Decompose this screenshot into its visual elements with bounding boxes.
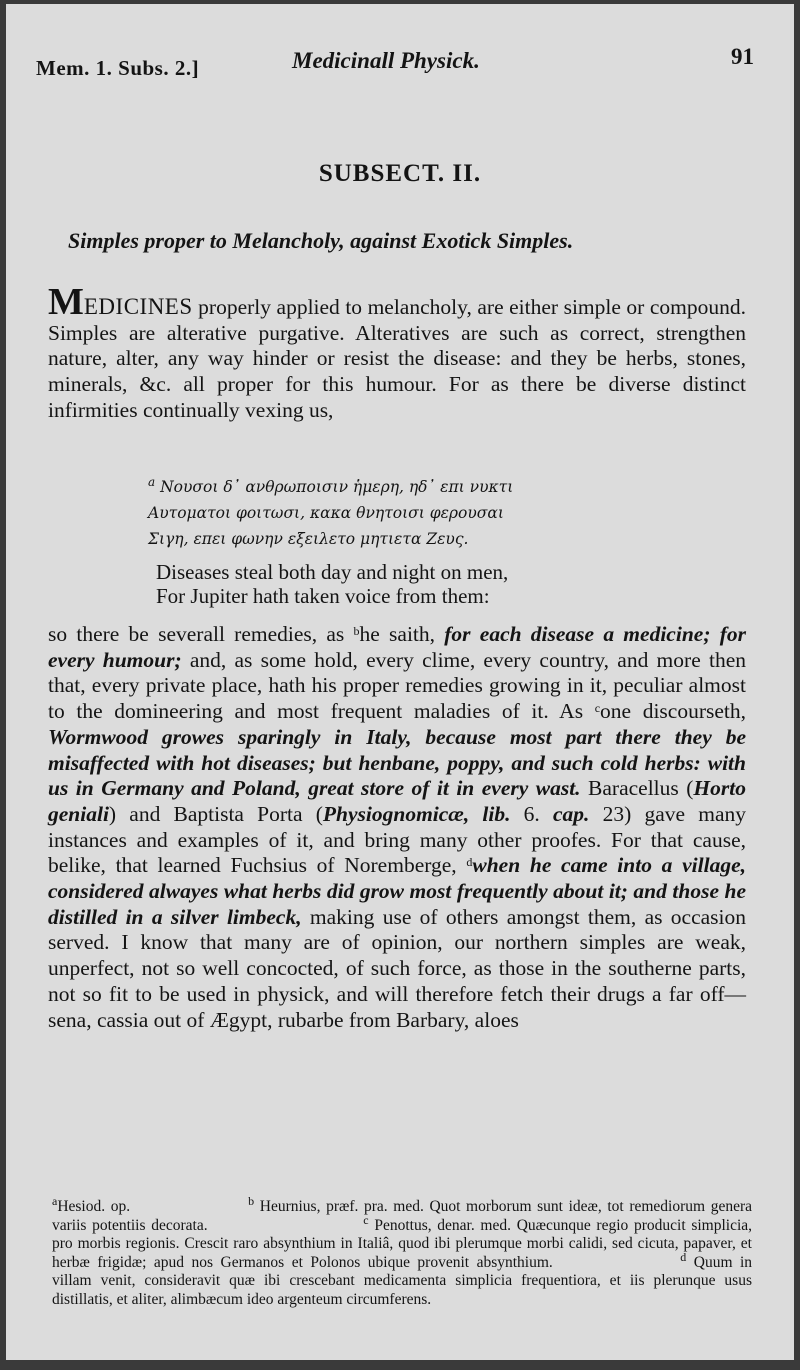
greek-quotation bbox=[148, 474, 758, 552]
paragraph-1 bbox=[48, 281, 746, 424]
footnote-d: Quum in villam venit, consideravit quæ ibi crescebant medicamenta simplicia frequentiora, et iis plerunque usus distillatis, et aliter, alimbæcum ideo argenteum circumferens. bbox=[52, 1253, 753, 1308]
footnote-a: Hesiod. op. bbox=[57, 1198, 131, 1215]
running-header bbox=[36, 42, 754, 80]
greek-line-2: Αυτοματοι φοιτωσι, κακα θνητοισι φερουσαι bbox=[148, 504, 504, 522]
header-section-ref: Mem. 1. Subs. 2.] bbox=[36, 56, 200, 80]
header-title: Medicinall Physick. bbox=[292, 48, 480, 73]
book-page bbox=[6, 4, 794, 1360]
footnotes bbox=[52, 1194, 753, 1310]
section-title: SUBSECT. II. bbox=[318, 160, 482, 187]
footnote-b: Heurnius, præf. pra. med. Quot morborum sunt ideæ, tot remediorum genera variis potentiis decorata. bbox=[52, 1198, 752, 1234]
quote-italic: when he came into a village, considered alwayes what herbs did grow most frequently about it; and those he distilled in a silver limbeck, bbox=[48, 853, 746, 929]
paragraph-1-text: properly applied to melancholy, are either simple or compound. Simples are alterative purgative. Alteratives are such as correct, strengthen nature, alter, any way hinder or resist the disease: and they be herbs, stones, minerals, &c. all proper for this humour. For as there be diverse distinct infirmities continually vexing us, bbox=[48, 295, 746, 422]
section-subtitle: Simples proper to Melancholy, against Exotick Simples. bbox=[68, 228, 574, 253]
greek-line-3: Σιγη, επει φωνην εξειλετο μητιετα Ζευς. bbox=[148, 530, 469, 548]
page-number: 91 bbox=[731, 44, 754, 69]
quote-italic: Wormwood growes sparingly in Italy, because most part there they be misaffected with hot diseases; but henbane, poppy, and such cold herbs: with us in Germany and Poland, great store of it in every wast. bbox=[48, 724, 746, 801]
greek-line-1: $^a$ Νουσοι δ᾽ ανθρωποισιν ἡμερη, ηδ᾽ επι νυκτι bbox=[148, 475, 514, 496]
work-title-italic: cap. bbox=[553, 801, 590, 826]
footnote-marker-a: a bbox=[148, 475, 156, 489]
first-word: EDICINES bbox=[83, 294, 193, 319]
footnote-marker-c: c bbox=[594, 701, 601, 716]
work-title-italic: Physiognomicæ, lib. bbox=[322, 801, 511, 826]
paragraph-2: so there be severall remedies, as $^b$he saith, for each disease a medicine; for every humour; and, as some hold, every clime, every country, and more then that, every private place, hath his proper remedies growing in it, peculiar almost to the domineering and most frequent maladies of it. As $^c$one discourseth, Wormwood growes sparingly in Italy, because most part there they be misaffected with hot diseases; but henbane, poppy, and such cold herbs: with us in Germany and Poland, great store of it in every wast. Baracellus (Horto geniali) and Baptista Porta (Physiognomicæ, lib. 6. cap. 23) gave many instances and examples of it, and bring many other proofes. For that cause, belike, that learned Fuchsius of Noremberge, $^d$when he came into a village, considered alwayes what herbs did grow most frequently about it; and those he distilled in a silver limbeck, making use of others amongst them, as occasion served. I know that many are of opinion, our northern simples are weak, unperfect, not so well concocted, of such force, as those in the southerne parts, not so fit to be used in physick, and will therefore fetch their drugs a far off—sena, cassia out of Ægypt, rubarbe from Barbary, aloes bbox=[48, 622, 747, 1032]
translation-line-2: For Jupiter hath taken voice from them: bbox=[156, 584, 490, 608]
drop-cap: M bbox=[48, 281, 84, 323]
quote-italic: for each disease a medicine; for every humour; bbox=[48, 622, 746, 672]
work-title-italic: Horto geniali bbox=[48, 776, 746, 826]
verse-translation bbox=[156, 560, 508, 608]
footnote-a-b: $^a$Hesiod. op. $^b$ Heurnius, præf. pra. med. Quot morborum sunt ideæ, tot remediorum genera variis potentiis decorata. $^c$ Penottus, denar. med. Quæcunque regio producit simplicia, pro morbis regionis. Crescit raro absynthium in Italiâ, quod ibi plerumque morbi calidi, sed cicuta, papaver, et herbæ frigidæ; apud nos Germanos et Polonos ubique provenit absynthium. $^d$ Quum in villam venit, consideravit quæ ibi crescebant medicamenta simplicia frequentiora, et iis plerunque usus distillatis, et aliter, alimbæcum ideo argenteum circumferens. bbox=[52, 1194, 753, 1308]
footnote-marker-b: b bbox=[353, 624, 360, 638]
translation-line-1: Diseases steal both day and night on men, bbox=[156, 560, 509, 584]
footnote-c: Penottus, denar. med. Quæcunque regio producit simplicia, pro morbis regionis. Crescit raro absynthium in Italiâ, quod ibi plerumque morbi calidi, sed cicuta, papaver, et herbæ frigidæ; apud nos Germanos et Polonos ubique provenit absynthium. bbox=[52, 1216, 753, 1271]
footnote-marker-d: d bbox=[466, 855, 473, 870]
